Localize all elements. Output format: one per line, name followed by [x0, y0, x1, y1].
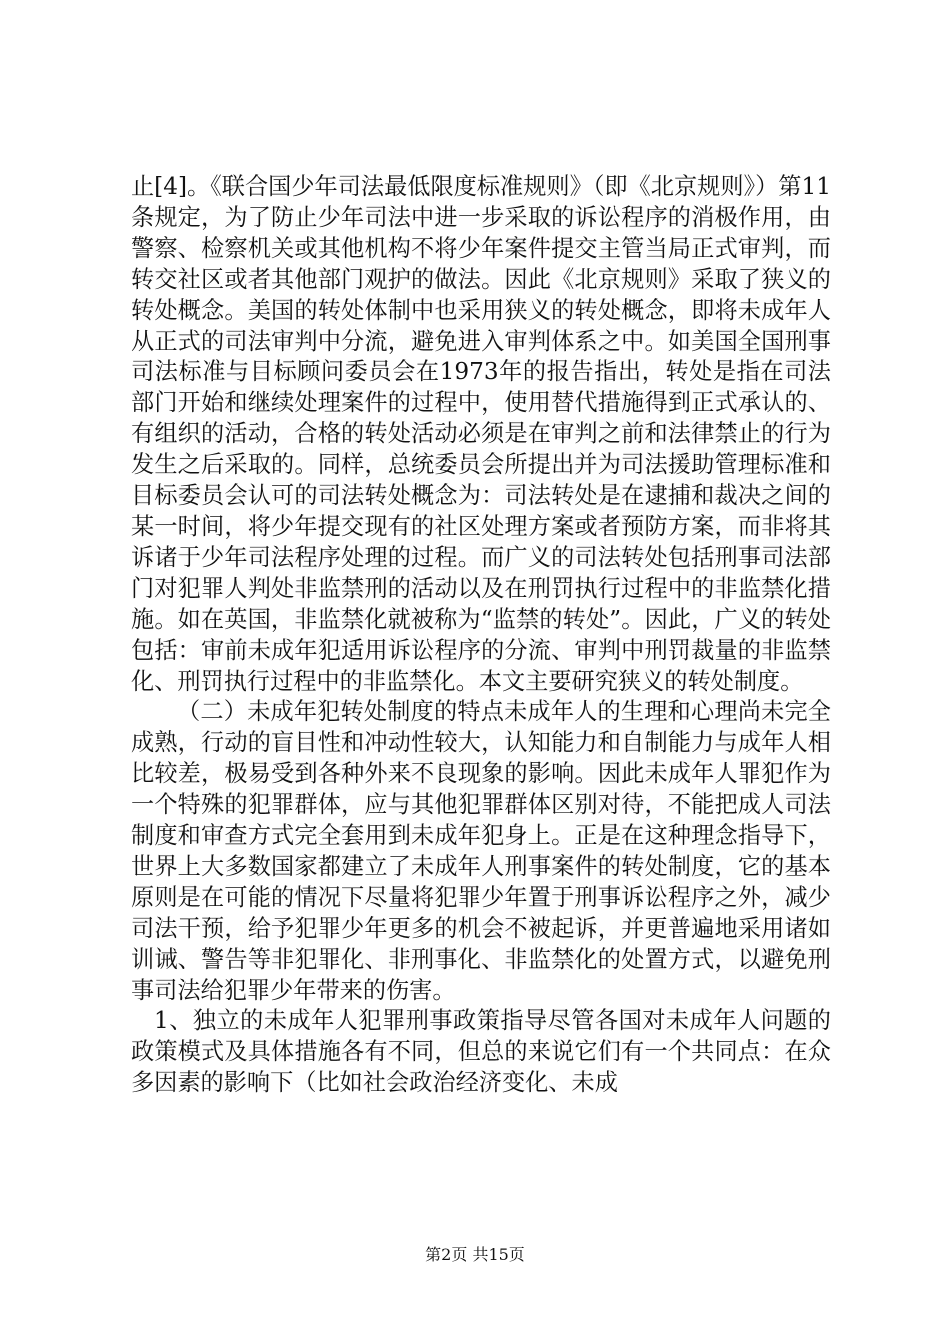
paragraph-juvenile-policy: 1、独立的未成年人犯罪刑事政策指导尽管各国对未成年人问题的政策模式及具体措施各有不同，但总的来说它们有一个共同点：在众多因素的影响下（比如社会政治经济变化、未成 [131, 1007, 831, 1097]
paragraph-diversion-features: （二）未成年犯转处制度的特点未成年人的生理和心理尚未完全成熟，行动的盲目性和冲动性较大，认知能力和自制能力与成年人相比较差，极易受到各种外来不良现象的影响。因此未成年人罪犯作为一个特殊的犯罪群体，应与其他犯罪群体区别对待，不能把成人司法制度和审查方式完全套用到未成年犯身上。正是在这种理念指导下，世界上大多数国家都建立了未成年人刑事案件的转处制度，它的基本原则是在可能的情况下尽量将犯罪少年置于刑事诉讼程序之外，减少司法干预，给予犯罪少年更多的机会不被起诉，并更普遍地采用诸如训诫、警告等非犯罪化、非刑事化、非监禁化的处置方式，以避免刑事司法给犯罪少年带来的伤害。 [131, 698, 831, 1004]
paragraph-diversion-concept: 止[4]。《联合国少年司法最低限度标准规则》（即《北京规则》）第11条规定，为了防止少年司法中进一步采取的诉讼程序的消极作用，由警察、检察机关或其他机构不将少年案件提交主管当局正式审判，而转交社区或者其他部门观护的做法。因此《北京规则》采取了狭义的转处概念。美国的转处体制中也采用狭义的转处概念，即将未成年人从正式的司法审判中分流，避免进入审判体系之中。如美国全国刑事司法标准与目标顾问委员会在1973年的报告指出，转处是指在司法部门开始和继续处理案件的过程中，使用替代措施得到正式承认的、有组织的活动，合格的转处活动必须是在审判之前和法律禁止的行为发生之后采取的。同样，总统委员会所提出并为司法援助管理标准和目标委员会认可的司法转处概念为：司法转处是在逮捕和裁决之间的某一时间，将少年提交现有的社区处理方案或者预防方案，而非将其诉诸于少年司法程序处理的过程。而广义的司法转处包括刑事司法部门对犯罪人判处非监禁刑的活动以及在刑罚执行过程中的非监禁化措施。如在英国，非监禁化就被称为“监禁的转处”。因此，广义的转处包括：审前未成年犯适用诉讼程序的分流、审判中刑罚裁量的非监禁化、刑罚执行过程中的非监禁化。本文主要研究狭义的转处制度。 [131, 173, 831, 695]
page-number-footer: 第2页 共15页 [425, 1245, 525, 1264]
document-body [131, 172, 831, 1099]
